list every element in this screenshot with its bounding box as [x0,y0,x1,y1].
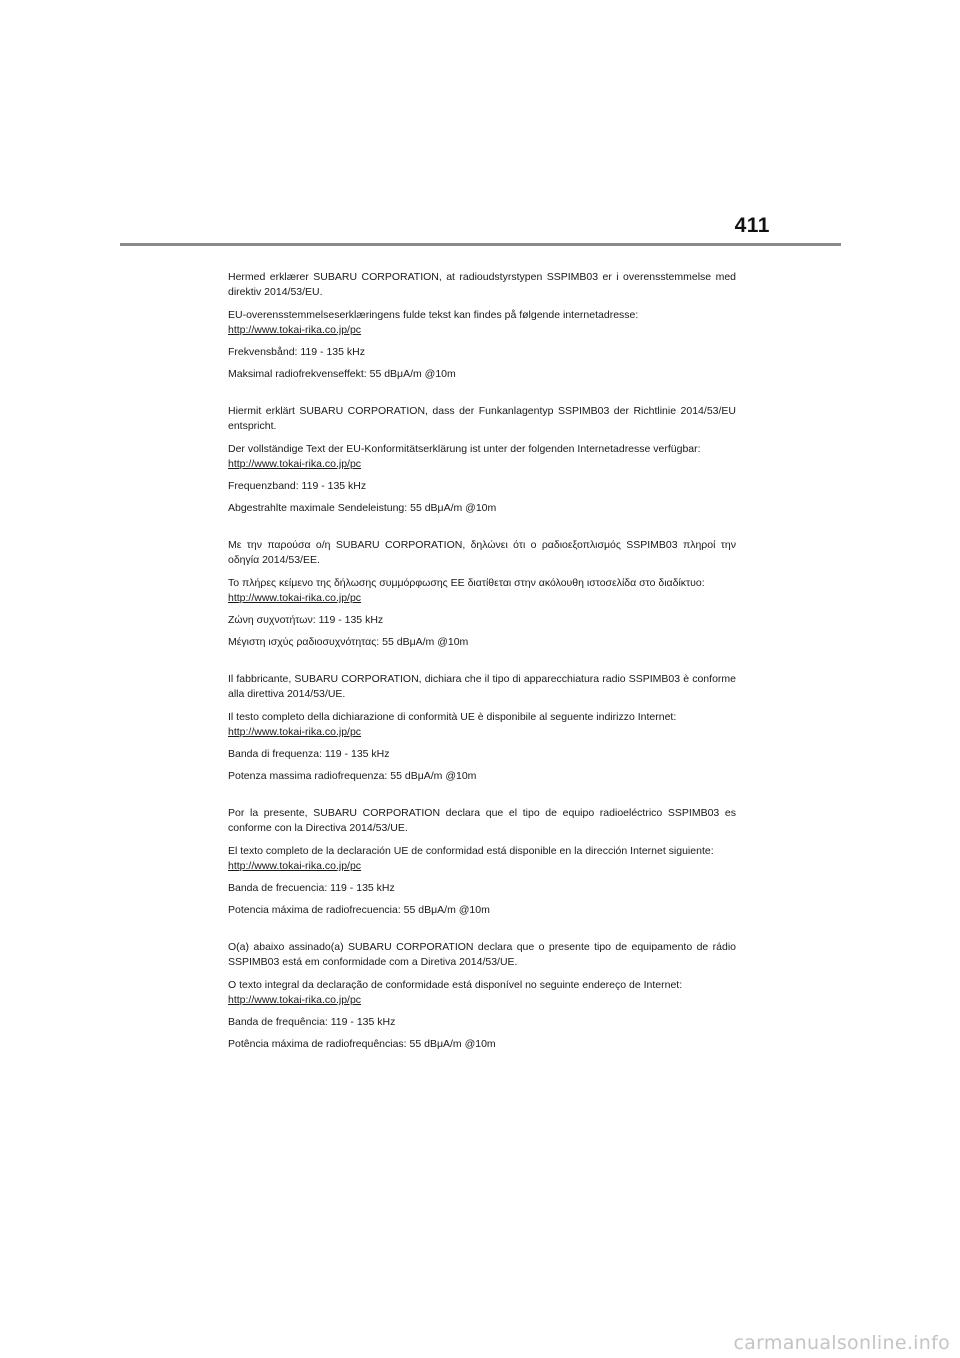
fulltext-text: O texto integral da declaração de conformidade está disponível no seguinte endereço de Internet: [228,979,683,991]
declaration-url-link[interactable]: http://www.tokai-rika.co.jp/pc [228,324,362,336]
fulltext-text: Der vollständige Text der EU-Konformitätserklärung ist unter der folgenden Internetadresse verfügbar: [228,443,701,455]
header-rule [120,243,841,246]
frequency-text: Frequenzband: 119 - 135 kHz [228,480,367,492]
declaration-text: Hiermit erklärt SUBARU CORPORATION, dass der Funkanlagentyp SSPIMB03 der Richtlinie 2014/53/EU entspricht. [228,405,736,432]
declaration-url-link[interactable]: http://www.tokai-rika.co.jp/pc [228,592,362,604]
power-text: Maksimal radiofrekvenseffekt: 55 dBμA/m @10m [228,368,456,380]
power-text: Potencia máxima de radiofrecuencia: 55 dBμA/m @10m [228,904,490,916]
frequency-text: Frekvensbånd: 119 - 135 kHz [228,346,365,358]
declaration-text: Il fabbricante, SUBARU CORPORATION, dichiara che il tipo di apparecchiatura radio SSPIMB03 è conforme alla direttiva 2014/53/UE. [228,673,736,700]
watermark-text: carmanualsonline.info [733,1332,950,1354]
frequency-text: Banda de frequência: 119 - 135 kHz [228,1016,396,1028]
section-german [228,404,736,516]
fulltext-text: EU-overensstemmelseserklæringens fulde tekst kan findes på følgende internetadresse: [228,309,639,321]
declaration-url-link[interactable]: http://www.tokai-rika.co.jp/pc [228,994,362,1006]
section-italian [228,672,736,784]
section-spanish [228,806,736,918]
section-danish [228,270,736,382]
fulltext-text: Το πλήρες κείμενο της δήλωσης συμμόρφωσης ΕΕ διατίθεται στην ακόλουθη ιστοσελίδα στο διαδίκτυο: [228,577,705,589]
document-body [228,270,736,1074]
frequency-text: Banda di frequenza: 119 - 135 kHz [228,748,390,760]
declaration-text: Por la presente, SUBARU CORPORATION declara que el tipo de equipo radioeléctrico SSPIMB03 es conforme con la Directiva 2014/53/UE. [228,807,736,834]
section-greek [228,538,736,650]
frequency-text: Banda de frecuencia: 119 - 135 kHz [228,882,395,894]
declaration-text: O(a) abaixo assinado(a) SUBARU CORPORATION declara que o presente tipo de equipamento de rádio SSPIMB03 está em conformidade com a Diretiva 2014/53/UE. [228,941,736,968]
declaration-text: Με την παρούσα ο/η SUBARU CORPORATION, δηλώνει ότι ο ραδιοεξοπλισμός SSPIMB03 πληροί την οδηγία 2014/53/ΕΕ. [228,539,736,566]
power-text: Potenza massima radiofrequenza: 55 dBμA/m @10m [228,770,477,782]
fulltext-text: Il testo completo della dichiarazione di conformità UE è disponibile al seguente indirizzo Internet: [228,711,677,723]
fulltext-text: El texto completo de la declaración UE de conformidad está disponible en la dirección Internet siguiente: [228,845,714,857]
declaration-url-link[interactable]: http://www.tokai-rika.co.jp/pc [228,860,362,872]
power-text: Μέγιστη ισχύς ραδιοσυχνότητας: 55 dBμA/m @10m [228,636,469,648]
section-portuguese [228,940,736,1052]
frequency-text: Ζώνη συχνοτήτων: 119 - 135 kHz [228,614,384,626]
page-number: 411 [734,214,770,237]
declaration-text: Hermed erklærer SUBARU CORPORATION, at radioudstyrstypen SSPIMB03 er i overensstemmelse med direktiv 2014/53/EU. [228,271,736,298]
declaration-url-link[interactable]: http://www.tokai-rika.co.jp/pc [228,726,362,738]
power-text: Abgestrahlte maximale Sendeleistung: 55 dBμA/m @10m [228,502,497,514]
declaration-url-link[interactable]: http://www.tokai-rika.co.jp/pc [228,458,362,470]
power-text: Potência máxima de radiofrequências: 55 dBμA/m @10m [228,1038,496,1050]
